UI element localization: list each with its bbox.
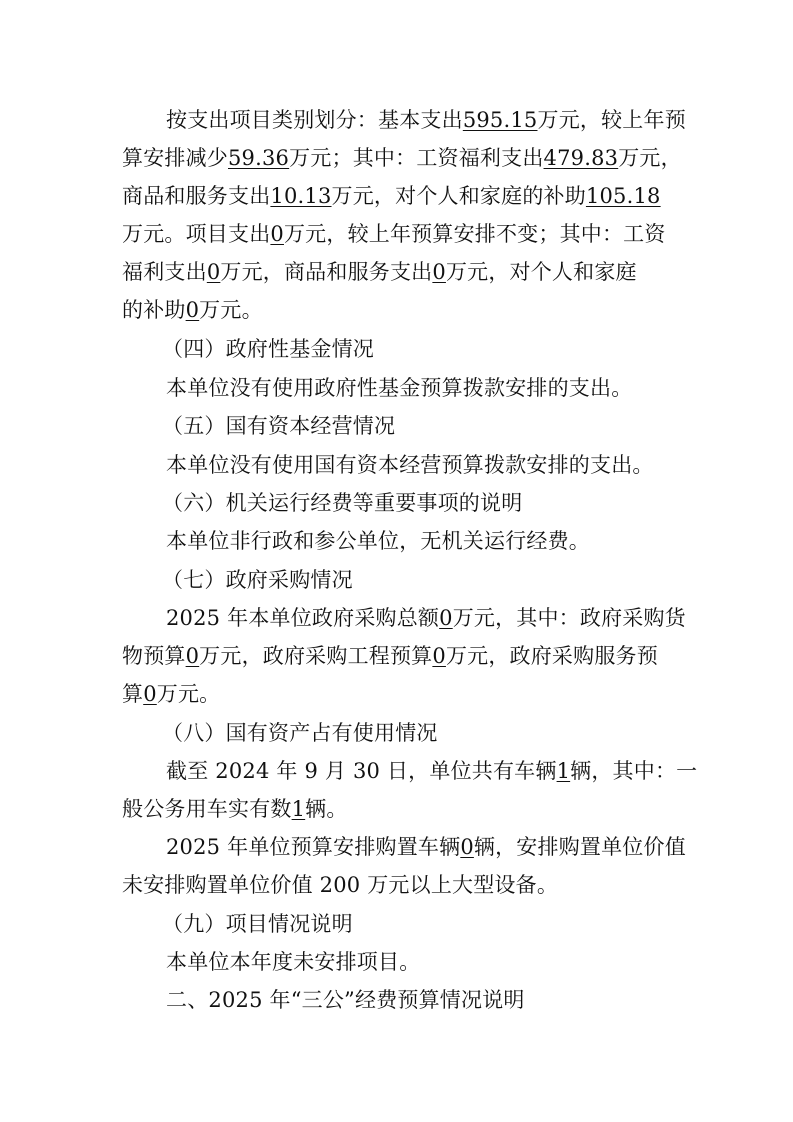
purchase-vehicles-count: 0 [460, 835, 474, 859]
text-span: 万元，政府采购工程预算 [199, 644, 433, 668]
official-vehicles-count: 1 [291, 797, 306, 821]
text-span: 般公务用车实有数 [122, 797, 292, 821]
procurement-line-1 [166, 606, 686, 630]
procurement-line-2 [122, 644, 658, 668]
section-5-title: （五）国有资本经营情况 [162, 414, 396, 438]
basic-expenditure-line-1 [166, 108, 686, 132]
text-span: 辆。 [305, 797, 348, 821]
section-6-text: 本单位非行政和参公单位，无机关运行经费。 [166, 529, 590, 553]
project-expenditure-value: 0 [270, 222, 284, 246]
project-goods-value: 0 [432, 260, 446, 284]
text-span: 万元，较上年预算安排不变；其中：工资 [283, 222, 666, 246]
project-expenditure-line-2 [122, 260, 637, 284]
salary-value: 479.83 [543, 146, 619, 170]
section-7-title: （七）政府采购情况 [162, 568, 353, 592]
text-span: 辆，其中：一 [570, 759, 698, 783]
section-5-text: 本单位没有使用国有资本经营预算拨款安排的支出。 [166, 453, 654, 477]
text-span: 万元；其中：工资福利支出 [289, 146, 544, 170]
procurement-line-3 [122, 682, 220, 706]
section-9-text: 本单位本年度未安排项目。 [166, 950, 421, 974]
text-span: 福利支出 [122, 260, 207, 284]
text-span: 截至 2024 年 9 月 30 日，单位共有车辆 [166, 759, 557, 783]
text-span: 万元， [618, 146, 682, 170]
goods-services-value: 10.13 [270, 184, 332, 208]
text-span: 2025 年单位预算安排购置车辆 [166, 835, 461, 859]
decrease-value: 59.36 [228, 146, 290, 170]
section-4-text: 本单位没有使用政府性基金预算拨款安排的支出。 [166, 376, 633, 400]
section-9-title: （九）项目情况说明 [162, 912, 353, 936]
text-span: 算安排减少 [122, 146, 228, 170]
text-span: 的补助 [122, 298, 186, 322]
basic-expenditure-line-2 [122, 146, 682, 170]
assets-line-1 [166, 759, 697, 783]
text-span: 万元，对个人和家庭 [445, 260, 637, 284]
assets-line-2 [122, 797, 348, 821]
basic-expenditure-line-3 [122, 184, 661, 208]
procurement-works-value: 0 [432, 644, 446, 668]
text-span: 辆，安排购置单位价值 [473, 835, 686, 859]
text-span: 万元。 [199, 298, 263, 322]
section-8-title: （八）国有资产占有使用情况 [162, 721, 438, 745]
vehicles-count: 1 [556, 759, 571, 783]
section-4-title: （四）政府性基金情况 [162, 337, 374, 361]
project-expenditure-line-3 [122, 298, 263, 322]
section-2-title: 二、2025 年“三公”经费预算情况说明 [166, 988, 525, 1012]
project-salary-value: 0 [206, 260, 221, 284]
text-span: 万元。项目支出 [122, 222, 271, 246]
text-span: 万元，政府采购服务预 [445, 644, 658, 668]
project-subsidy-value: 0 [185, 298, 200, 322]
procurement-service-value: 0 [143, 682, 157, 706]
text-span: 万元，对个人和家庭的补助 [331, 184, 586, 208]
text-span: 万元。 [156, 682, 221, 706]
text-span: 万元，商品和服务支出 [220, 260, 433, 284]
procurement-total-value: 0 [439, 606, 453, 630]
text-span: 万元，较上年预 [537, 108, 686, 132]
text-span: 算 [122, 682, 144, 706]
procurement-goods-value: 0 [185, 644, 200, 668]
assets-line-3 [166, 835, 686, 859]
text-span: 商品和服务支出 [122, 184, 271, 208]
subsidy-value: 105.18 [585, 184, 661, 208]
text-span: 物预算 [122, 644, 186, 668]
basic-expenditure-value: 595.15 [462, 108, 538, 132]
assets-line-4: 未安排购置单位价值 200 万元以上大型设备。 [122, 873, 559, 897]
text-span: 2025 年本单位政府采购总额 [166, 606, 440, 630]
project-expenditure-line-1 [122, 222, 666, 246]
text-span: 按支出项目类别划分：基本支出 [166, 108, 463, 132]
section-6-title: （六）机关运行经费等重要事项的说明 [162, 491, 523, 515]
text-span: 万元，其中：政府采购货 [452, 606, 686, 630]
